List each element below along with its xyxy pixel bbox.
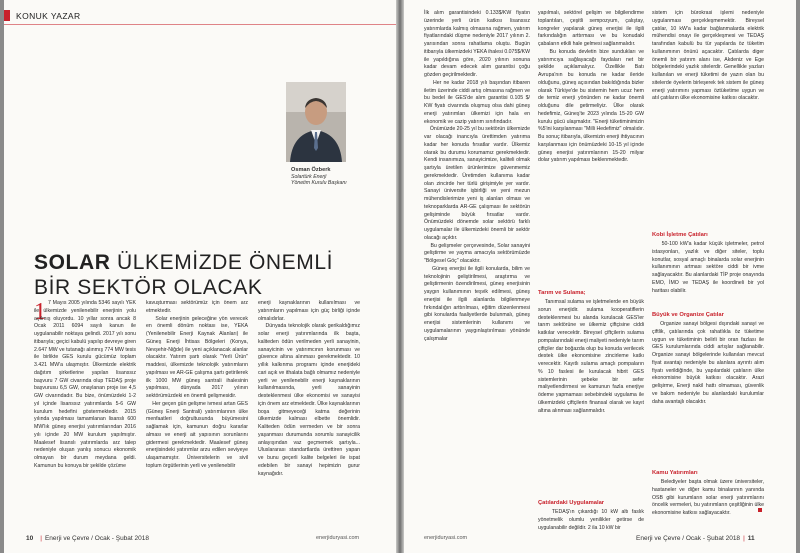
body-column-6-public: Belediyeler başta olmak üzere üniversiteler, hastaneler ve diğer kamu binalarının yanında OSB gibi kurumların solar enerji yatırımlarını öncelik vermeleri, bu yatırımların çeşitliğinin ülke ekonomisine katkısı sağlayacaktır. [652, 479, 766, 516]
subhead-rooftops: Çatılardaki Uygulamalar [538, 500, 605, 506]
author-title: Yönetim Kurulu Başkanı [291, 180, 347, 186]
subhead-public-investments: Kamu Yatırımları [652, 470, 698, 476]
body-column-4: İlk alım garantisindeki 0.133$/KW fiyatın üzerinde yerli ürün katkısı lisanssız yatırımlarda kalmış olmasına rağmen, yatırım fiyatlarındaki düşme nedeniyle 2017 yılının 2. yarısından sonra rahatlama oluştu. Bugün itibarıyla ülkemizdeki YEKA ihalesi 0.075$/KW ile yapıldığına göre, 2020 yılının sonuna kadar devam edecek alım garantisi çoğu gözden geçirilmektedir. Her ne kadar 2018 yılı başından itibaren iletim üzerinde ciddi artış olmasına rağmen ve bu bedel ile GES'de alım garantisi 0.105 $/ KW fiyatı civarında oluşmuş olsa dahi güneş enerji yatırımları ülkemizi için hala en ekonomik ve cazip yatırım sınıfındadır. Önümüzde 20-25 yıl bu sektörün ülkemizde var olacağı inancıyla ürettimden yatırıma kadar her konuda fırsatlar vardır. Ülkemiz olarak bu durumu korumamız gerekmektedir. Kendi insanımıza, sanayicimize, kaliteli olmak şartıyla üretilen ürünlerimize güvenmemiz gerekmektedir. Üretimden kullanıma kadar olan zincirde her türlü girişimiyle yer vardır. Sanayi üniversite işbirliği ve yeni mezun mühendislerimize yeni iş alanları olması ve teknoparklarda AR-GE çalışması ile sektörün gelişiminde büyük fırsatlar vardır. Önümüzdeki dönemde solar sektörü farklı uygulamalar ile ülkemizdeki önemli bir sektör olacağı açıktır. Bu gelişmeler çerçevesinde, Solar sanayini geliştirme ve yayma amacıyla sektörümüzde "Bölgesel Göç" olacaktır. Güneş enerjisi ile ilgili konularda, bilim ve teknolojinin geliştirilmesi, araştırma ve geliştirmenin özendirilmesi, güneş enerjisinin yaygın kullanımının teşvik edilmesi, güneş enerjisi ile ilgili alanlarda bilgilenmeye fırkındalığın arttırılması, eğitim düzenlenmesi gibi konularda faaliyetlerde bulunmalı, güneş enerjisi sistemlerinin kullanımı ve uygulamalarının yaygınlaştırılması yönünde çalışmalar [424, 10, 531, 342]
body-column-5-rooftops: TEDAŞ'ın çıkardığı 10 kW altı faslık yönetmelik olumlu yenilikler getirse de uygulanabilir değildir. 2 ila 10 kW bir [538, 509, 646, 531]
author-caption [291, 167, 347, 187]
body-column-6-organized: Organize sanayi bölgesi dışındaki sanayi ve çiftlik, çatılarında çok rahatlıkla öz tüketime uygun ve tüketiminin belirli bir oran fazlası ile GES kurulumlarında ciddi artışlar sağlanabilir. Organize sanayi bölgelerinde kullanılan mevcut fiyat avantajı nedeniyle bu alanlara ayrıntı alım fiyatı verildiğinde, bu yapılardaki çatıların ülke ekonomisine büyük katkısı olacaktır. Arazi gelişirme, Enerji nakil hattı olmaması, güvenlik ve bakım nedeniyle bu alanlardaki kurulumlar daha avantajlı olacaktır. [652, 321, 766, 405]
article-headline [34, 250, 334, 300]
left-footer-url: enerjiduryasi.com [316, 535, 360, 541]
subhead-agriculture: Tarım ve Sulama; [538, 290, 586, 296]
right-page [404, 0, 796, 553]
author-portrait-image [286, 82, 346, 162]
section-label [4, 10, 81, 21]
author-name: Osman Özberk [291, 167, 331, 173]
left-footer: 10 | Enerji ve Çevre / Ocak - Şubat 2018 [26, 535, 149, 542]
right-footer-url: enerjiduryasi.com [424, 535, 468, 541]
section-label-marker [4, 10, 10, 21]
headline-line1: ÜLKEMİZDE ÖNEMLİ [116, 251, 334, 274]
headline-bold-word: SOLAR [34, 251, 111, 274]
subhead-sme-rooftops: Kobi İşletme Çatıları [652, 232, 708, 238]
spine [396, 0, 404, 553]
subhead-organized-rooftops: Büyük ve Organize Çatılar [652, 312, 724, 318]
body-column-1: 7 Mayıs 2005 yılında 5346 sayılı YEK ile ülkemizde yenilenebilir enerjinin yolu açılmış oluyordu. 10 yıllar sonra ancak 8 Ocak 2011 6094 sayılı kanun ile uygulanabilir noktaya gelindi. 2017 yılı sonu itibarıyla; geçici kabulü yapılıp devreye giren 2.647 MW ve tutanağı alınmış 774 MW tesis ile birlikte GES kurulu gücümüz toplam 3.421 MW'a ulaşmıştır. Ülkemizde elektrik dağıtım şirketlerine yapılan lisanssız başvuru 7 GW civarında olup TEDAŞ proje başvurusu 6,5 GW, onaylanan proje ise 4,5 GW civarındadır. Bu bize, önümüzdeki 1-2 yıl içinde lisanssız yatırımlarda 5-6 GW kurulum hedefini göstermektedir. 2015 yılında yapılması tamamlanan lisanslı 600 MW'lık güneş enerjisi yatırımlarından 2016 yılı içinde 20 MW kurulum yapılmıştır. Maalesef lisanslı yatırımlarda arz talep nedeniyle oluşan yanlış sonucu ekonomik olmayan bir durum meydana geldi. Kamunun bu konuya bir şekilde çözüme [34, 300, 138, 469]
author-photo [286, 82, 346, 162]
drop-cap: 1 [34, 299, 46, 325]
section-label-text: KONUK YAZAR [16, 10, 81, 21]
section-rule [4, 24, 396, 25]
body-column-3: enerji kaynaklarının kullanılması ve yatırımların yapılması için güç birliği içinde olmalıdırlar. Dünyada teknolojik olarak gerikaldığımız solar enerji yatırımlarında ilk başta, kaliteden ödün verilmeden yerli sanayinin, sanayicinin ve yatırımcının korunması ve güvence altına alınması gerekmektedir. 10 yıllık kalkınma programı içinde enerjideki cari açık ve ithalata bağlı olmamız nedeniyle yerli ve yenilenebilir enerji kaynaklarının kullanılmasında, yerli sanayinin desteklenmesi ülke ekonomisi ve sanayisi için önem arz etmektedir. Ülke kaynaklarının boşa gitmeyeceği katma değerinin ülkemizde kalması elbette önemlidir. Kaliteden ödün vermeden ve bir sonra yaşanması durumunda sorumlu sanayicilik anlayışından vaz geçmemek şartıyla... Uluslararası standartlarda ürettiren yapan ve bunu geçerli kalite belgeleri ile ispat edebilen bir sanayi hepimizin gurur kaynağıdır. [258, 300, 361, 477]
headline-line2: BİR SEKTÖR OLACAK [34, 276, 263, 299]
body-column-6-sme: 50-100 kW'a kadar küçük işletmeler, petrol istasyonları, yazlık ve diğer siteler, toplu konutlar, sosyal amaçlı binalarda solar enerjinin kullanımının artması sektöre ciddi bir ivme sağlayacaktır. Bu alanlardaki TİP proje onayında EMO, İMO ve TEDAŞ ile koordineli bir yol haritası olabilir. [652, 241, 766, 294]
body-column-5: yapılmalı, sektörel gelişim ve bilgilendirme toplantıları, çeşitli sempozyum, çalıştay, kongreler yapılarak güneş enerjisi ile ilgili farkındalığın arttırması ve bu konudaki çabaların etkili hale gelmesi sağlanmalıdır. Bu konuda devletin bize sundukları ve yatırımcıya sağlayacağı faydaları net bir şekilde açıklamalıyız. Özellikle Batı Avrupa'nın bu konuda ne kadar ileride olduğunu, güneş açısından bakıldığında bizler olarak Türkiye'de bu sistemin hem ucuz hem de temiz enerji yönünden ne kadar önemli olduğunu dile getirmeliyiz. Ülke olarak hedefimiz, Güneş'te 2023 yılında 15-20 GW kurulu gücü ulaşmaktır. "Enerji tüketiminimizin %5'ini karşılanması "Milli Hedefimiz" olmalıdır. Bu sonuç itibarıyla, ülkemizin enerji ihtiyacının karşılanması için önümüzdeki 10-15 yıl içinde güneş enerjisi yatırımlarının 15-20 milyar dolar yatırım yapılması beklenmektedir. [538, 10, 644, 164]
left-magazine-title: Enerji ve Çevre / Ocak - Şubat 2018 [44, 535, 149, 542]
body-column-2: kavuşturması sektörümüz için önem arz etmektedir. Solar enerjinin geleceğine yön verecek en önemli dönüm noktası ise, YEKA (Yenilenebilir Enerji Kaynak Alanları) ile Güneş Enerji İhtisas Bölgeleri (Konya, Nevşehir-Niğde) ile yeni açıklanacak alanlar olacaktır. Yatırım şartı olarak "Yerli Ürün" maddesi, ülkemizde teknolojik yatırımların yapılması ve AR-GE çalışma şartı getirilerek ilk 1000 MW güneş santrali ihalesinin yapılması, dünyada 2017 yılının sektörümüzdeki en önemli gelişmesidir. Her geçen gün gelişme ivmesi artan GES (Güneş Enerji Santrali) yatırımlarının ülke menfaatleri doğrultusunda büyümesini sağlamak için, kamunun doğru kararlar alması ve enerji ait yapısının sorunlarını gidermesi gerekmektedir. Maalesef güneş enerjisindeki yatırımlar arzu edilen seviyeye ulaşamamıştır. Üniversitelerin ve sivil toplum örgütlerinin yerli ve yenilenebilir [146, 300, 248, 469]
right-page-number: 11 [747, 535, 755, 542]
right-magazine-title: Enerji ve Çevre / Ocak - Şubat 2018 [636, 535, 741, 542]
author-company: Solartürk Enerji [291, 173, 327, 180]
article-end-mark [758, 508, 762, 512]
left-page-number: 10 [26, 535, 34, 542]
body-column-5-agriculture: Tanımsal sulama ve işletmelerde en büyük sorun enerjidir. sulama kooperatiflerin desteklenmesi bu alanda kurulacak GES'ler tarım sektörüne ve ülkemiz çiftçisine ciddi katkılar verecektir. Bireysel çiftçilerin sulama pompalarındaki enerji maliyeti nedeniyle tarım çiftçiler dar boğazda olup bu konuda verilecek destek ülke ekonomisine zincirleme katkı verecektir. Kayıtlı sulama amaçlı pompaların % 10 faslesi ile kurulacak hibrit GES sistemlerinin şebeke bir sefer maliyetlendirmesi ve kamunun fazla enerjiye ödeme yapmaması sebebindeki uygulama ile ülkemizdeki çiftçilerin finansal olarak ve kayıt altına alınması sağlanmalıdır. [538, 299, 646, 414]
right-footer: Enerji ve Çevre / Ocak - Şubat 2018 | 11 [636, 535, 755, 542]
left-page [4, 0, 396, 553]
body-column-6: sistem için bürokrasi işlemi nedeniyle uygulanması gerçekleşmemektir. Bireysel çatılar, 10 kW'a kadar bağlanmalarda elektrik mühendisi onayı ile gerçekleşmesi ve TEDAŞ tarafından kabulü bu tür yapılarda öz tüketim kullanımının önünü açacaktır. Çatılarda diger önemli bir yatırım alanı ise, Akdeniz ve Ege bölgelerindeki yazlık sitelerdir. Genellikle yazları kullanılan ve enerji tüketimi de yazın olan bu sitelerde öyelerin birleşerek tek sistem ile güneş enerji yatırımını yapması öztüketime uygun ve atıl çatıların ülke ekonomisine katkısı olacaktır. [652, 10, 766, 102]
